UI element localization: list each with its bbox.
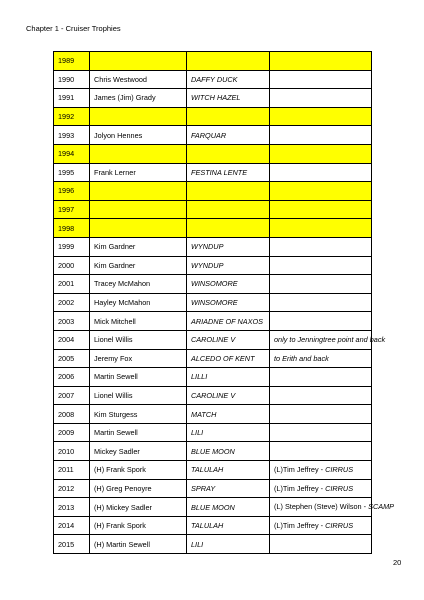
note-cell [270,52,372,71]
table-row [54,52,372,71]
boat-cell: MATCH [187,405,270,424]
table-row [54,349,372,368]
skipper-cell: Lionel Willis [90,330,187,349]
table-row [54,182,372,201]
skipper-cell: Kim Gardner [90,256,187,275]
boat-cell: CAROLINE V [187,330,270,349]
table-row [54,275,372,294]
skipper-cell: (H) Mickey Sadler [90,498,187,517]
skipper-cell: Mickey Sadler [90,442,187,461]
year-cell: 2004 [54,330,90,349]
boat-cell: LILI [187,423,270,442]
note-cell [270,182,372,201]
table-row [54,423,372,442]
note-cell [270,368,372,387]
note-cell [270,293,372,312]
year-cell: 2008 [54,405,90,424]
note-cell [270,479,372,498]
year-cell: 2012 [54,479,90,498]
table-row [54,144,372,163]
table-row [54,405,372,424]
note-boat: CIRRUS [325,465,354,475]
table-row [54,461,372,480]
note-cell [270,237,372,256]
skipper-cell: James (Jim) Grady [90,89,187,108]
skipper-cell [90,219,187,238]
year-cell: 2015 [54,535,90,554]
note-cell [270,89,372,108]
skipper-cell: (H) Martin Sewell [90,535,187,554]
note-cell [270,219,372,238]
note-cell [270,275,372,294]
note-cell [270,126,372,145]
note-cell [270,498,395,517]
table-row [54,293,372,312]
boat-cell: CAROLINE V [187,386,270,405]
table-row [54,386,372,405]
skipper-cell: (H) Frank Spork [90,461,187,480]
skipper-cell: Jolyon Hennes [90,126,187,145]
boat-cell [187,200,270,219]
skipper-cell [90,107,187,126]
skipper-cell: Kim Sturgess [90,405,187,424]
table-row [54,516,372,535]
skipper-cell [90,144,187,163]
note-cell [270,423,372,442]
boat-cell [187,182,270,201]
year-cell: 1994 [54,144,90,163]
table-row [54,535,372,554]
skipper-cell: Kim Gardner [90,237,187,256]
year-cell: 2014 [54,516,90,535]
year-cell: 2013 [54,498,90,517]
skipper-cell: Tracey McMahon [90,275,187,294]
year-cell: 1999 [54,237,90,256]
table-row [54,256,372,275]
year-cell: 2000 [54,256,90,275]
table-row [54,200,372,219]
table-row [54,237,372,256]
note-text: (L)Tim Jeffrey - [274,520,326,530]
skipper-cell: (H) Greg Penoyre [90,479,187,498]
note-cell [270,386,372,405]
note-boat: CIRRUS [325,520,354,530]
boat-cell: BLUE MOON [187,498,270,517]
year-cell: 1997 [54,200,90,219]
year-cell: 1995 [54,163,90,182]
boat-cell [187,52,270,71]
note-cell [270,516,372,535]
table-row [54,330,372,349]
boat-cell: TALULAH [187,516,270,535]
note-text: (L)Tim Jeffrey - [274,465,326,475]
boat-cell: ALCEDO OF KENT [187,349,270,368]
table-row [54,479,372,498]
skipper-cell: Hayley McMahon [90,293,187,312]
year-cell: 2005 [54,349,90,368]
table-row [54,498,372,517]
boat-cell: WITCH HAZEL [187,89,270,108]
boat-cell: WINSOMORE [187,293,270,312]
skipper-cell: Mick Mitchell [90,312,187,331]
boat-cell: LILI [187,535,270,554]
note-cell [270,70,372,89]
table-row [54,70,372,89]
note-cell [270,312,372,331]
year-cell: 2002 [54,293,90,312]
boat-cell [187,144,270,163]
year-cell: 2001 [54,275,90,294]
table-row [54,368,372,387]
note-cell [270,107,372,126]
note-text: (L) Stephen (Steve) Wilson - [274,502,369,512]
table-row [54,312,372,331]
year-cell: 1989 [54,52,90,71]
boat-cell: SPRAY [187,479,270,498]
boat-cell: DAFFY DUCK [187,70,270,89]
boat-cell [187,219,270,238]
year-cell: 2007 [54,386,90,405]
year-cell: 2006 [54,368,90,387]
year-cell: 2010 [54,442,90,461]
skipper-cell [90,52,187,71]
note-cell [270,256,372,275]
table-row [54,107,372,126]
skipper-cell [90,200,187,219]
year-cell: 2009 [54,423,90,442]
boat-cell: BLUE MOON [187,442,270,461]
note-text: (L)Tim Jeffrey - [274,483,326,493]
year-cell: 2011 [54,461,90,480]
boat-cell: WYNDUP [187,237,270,256]
note-cell [270,442,372,461]
skipper-cell: Chris Westwood [90,70,187,89]
page-header: Chapter 1 - Cruiser Trophies [26,24,121,33]
year-cell: 1993 [54,126,90,145]
trophy-table [53,51,395,554]
year-cell: 1996 [54,182,90,201]
boat-cell: ARIADNE OF NAXOS [187,312,270,331]
page-number: 20 [393,558,402,567]
table-row [54,89,372,108]
skipper-cell: Martin Sewell [90,423,187,442]
boat-cell: WYNDUP [187,256,270,275]
trophy-table-body [54,52,395,554]
boat-cell [187,107,270,126]
boat-cell: FESTINA LENTE [187,163,270,182]
skipper-cell: (H) Frank Spork [90,516,187,535]
table-row [54,219,372,238]
boat-cell: LILLI [187,368,270,387]
table-row [54,442,372,461]
year-cell: 1998 [54,219,90,238]
note-cell [270,535,372,554]
boat-cell: FARQUAR [187,126,270,145]
boat-cell: TALULAH [187,461,270,480]
note-cell: only to Jenningtree point and back [270,330,372,349]
skipper-cell: Martin Sewell [90,368,187,387]
note-boat: CIRRUS [325,483,354,493]
note-cell [270,144,372,163]
skipper-cell: Frank Lerner [90,163,187,182]
table-row [54,126,372,145]
skipper-cell [90,182,187,201]
note-cell [270,163,372,182]
table-row [54,163,372,182]
year-cell: 2003 [54,312,90,331]
year-cell: 1991 [54,89,90,108]
skipper-cell: Lionel Willis [90,386,187,405]
skipper-cell: Jeremy Fox [90,349,187,368]
note-cell [270,200,372,219]
note-cell [270,461,372,480]
note-cell: to Erith and back [270,349,372,368]
year-cell: 1990 [54,70,90,89]
note-boat: SCAMP [368,502,395,512]
note-cell [270,405,372,424]
boat-cell: WINSOMORE [187,275,270,294]
year-cell: 1992 [54,107,90,126]
